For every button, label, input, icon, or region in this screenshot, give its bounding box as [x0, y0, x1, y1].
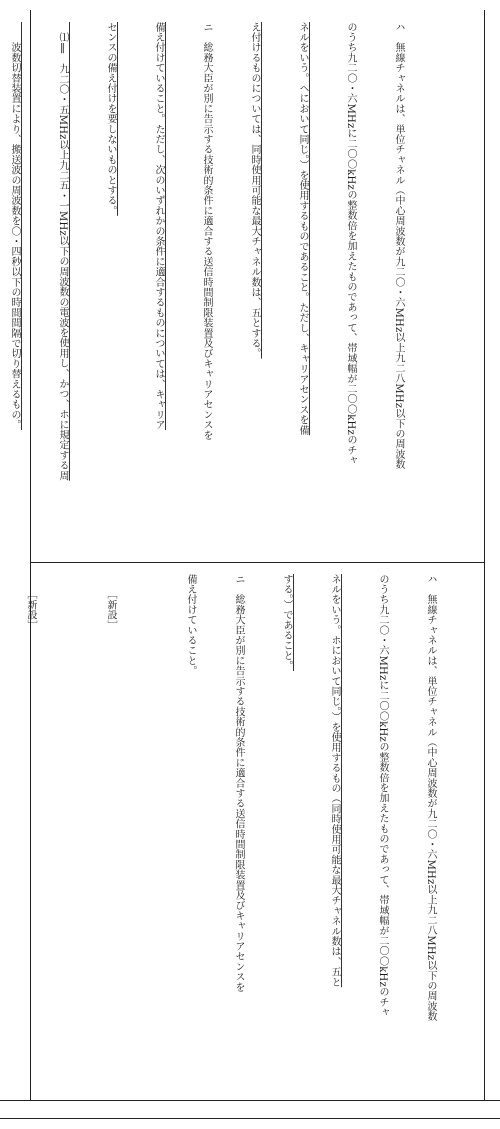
- text-line: ネルをいう。ヘにおいて同じ。）を使用するものであること。ただし、キャリアセンスを備: [297, 22, 308, 436]
- text-line: ネルをいう。ホにおいて同じ。）を使用するもの（同時使用可能な最大チャネル数は、五と: [329, 574, 340, 988]
- text-line: ハ 無線チャネルは、単位チャネル（中心周波数が九二〇・六MHz以上九二八MHz以下の周波数: [393, 22, 404, 470]
- text-line: ［新設］: [25, 574, 36, 631]
- revised-lines: [0, 22, 438, 552]
- current-text-block: [25, 574, 470, 1094]
- text-line: ⑴‖ 九二〇・五MHz以上九二五・一MHz以下の周波数の電波を使用し、かつ、ホに規定する周: [57, 22, 68, 481]
- text-line: ニ 総務大臣が別に告示する技術的条件に適合する送信時間制限装置及びキャリアセンスを: [233, 574, 244, 993]
- text-line: 波数切替装置により、搬送波の周波数を〇・四秒以下の時間間隔で切り替えるもの。: [9, 22, 20, 430]
- remarks-text: [6, 70, 28, 1090]
- text-line: 備え付けていること。ただし、次のいずれかの条件に適合するものについては、キャリア: [153, 22, 164, 430]
- text-line: え付けるものについては、同時使用可能な最大チャネル数は、五とする。: [249, 22, 260, 359]
- frame-bottom-rule: [0, 1100, 500, 1101]
- revised-text-block: [9, 22, 470, 552]
- text-line: する。）であること。: [281, 574, 292, 671]
- text-line: 備え付けていること。: [185, 574, 196, 676]
- text-line: のうち九二〇・六MHzに二〇〇kHzの整数倍を加えたものであって、帯域幅が二〇〇kHzのチャ: [345, 22, 356, 466]
- text-line: ［新設］: [105, 574, 116, 631]
- text-line: センスの備え付けを要しないものとする。: [105, 22, 116, 216]
- text-line: ニ 総務大臣が別に告示する技術的条件に適合する送信時間制限装置及びキャリアセンスを: [201, 22, 212, 441]
- text-line: のうち九二〇・六MHzに二〇〇kHzの整数倍を加えたものであって、帯域幅が二〇〇kHzのチャ: [377, 574, 388, 1018]
- frame-right-rule: [484, 10, 485, 1100]
- section-divider-rule: [30, 562, 485, 563]
- page-end-rule: [0, 1118, 500, 1119]
- text-line: ハ 無線チャネルは、単位チャネル（中心周波数が九二〇・六MHz以上九二八MHz以下の周波数: [425, 574, 436, 1022]
